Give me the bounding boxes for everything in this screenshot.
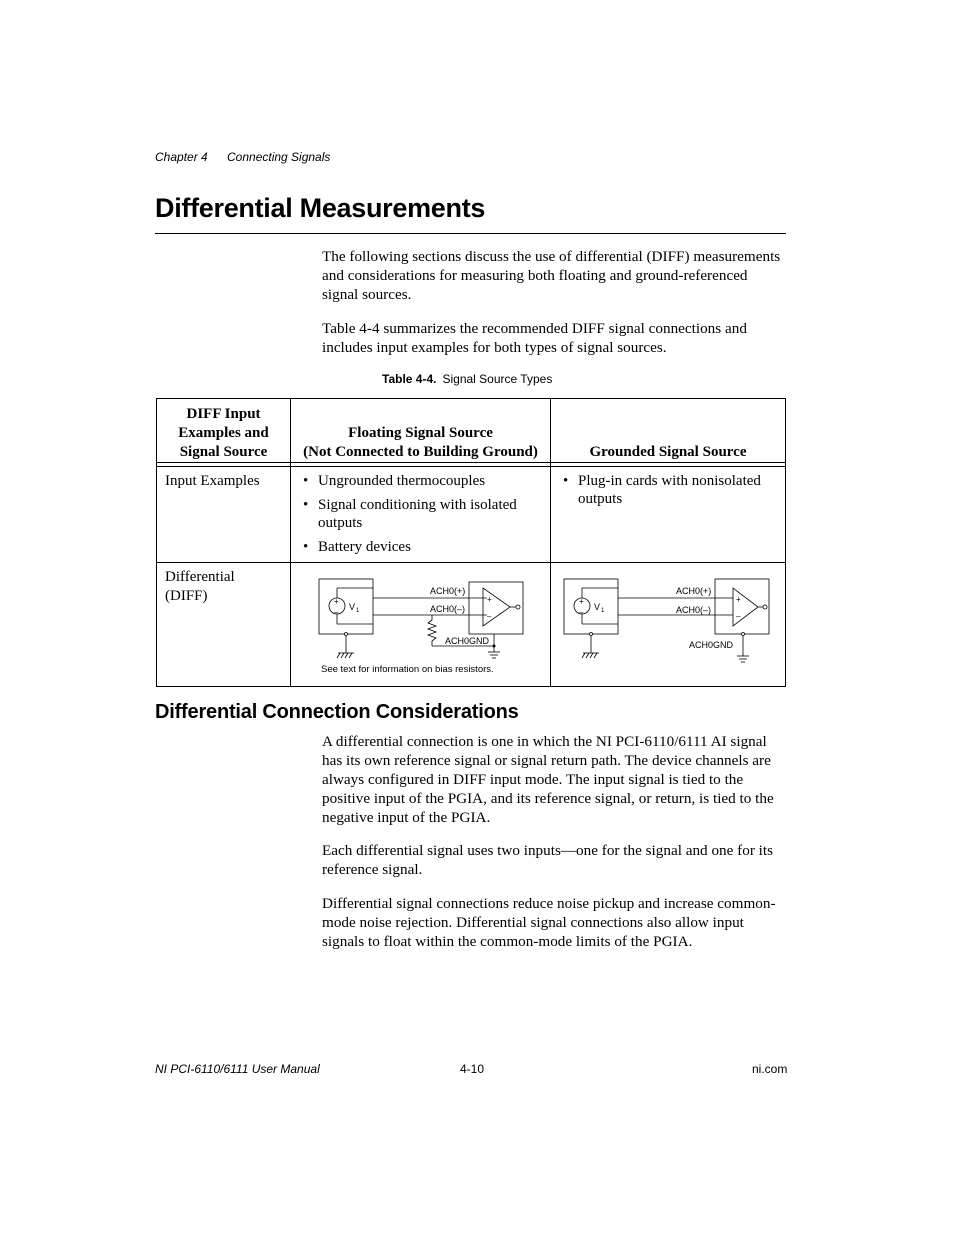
bias-resistor-icon [428,615,436,646]
svg-text:+: + [334,597,339,606]
footer-website: ni.com [752,1062,788,1076]
svg-text:+: + [487,595,492,604]
svg-text:–: – [736,612,741,621]
svg-text:–: – [334,608,339,617]
list-item: • Plug-in cards with nonisolated outputs [563,472,777,508]
signal-source-table [156,398,786,687]
list-item: • Battery devices [303,538,542,556]
table-caption-label: Table 4-4. [382,372,437,386]
grounded-diff-diagram [551,563,784,681]
header-floating-source: Floating Signal Source (Not Connected to Building Ground) [291,399,551,463]
svg-text:–: – [579,608,584,617]
pin-label-gnd: ACH0GND [689,640,734,650]
header-diff-input: DIFF Input Examples and Signal Source [157,399,291,463]
svg-text:–: – [487,612,492,621]
running-header [155,150,330,164]
bias-resistor-note: See text for information on bias resistors. [321,664,494,675]
grounded-examples-list [551,467,785,508]
row-label-input-examples: Input Examples [165,473,260,489]
pin-label-gnd: ACH0GND [445,636,490,646]
row-label-differential: Differential (DIFF) [165,569,235,604]
body-paragraph-3: Differential signal connections reduce noise pickup and increase common-mode noise rejection. Differential signal connections also allow input signals to float within the common-mode limits of the PGIA. [322,895,776,950]
list-item: • Ungrounded thermocouples [303,472,542,490]
chapter-label: Chapter 4 [155,150,208,164]
body-paragraph-2: Each differential signal uses two inputs—one for the signal and one for its reference signal. [322,842,774,878]
table-row [157,467,786,563]
intro-paragraph-1: The following sections discuss the use of differential (DIFF) measurements and considerations for measuring both floating and ground-referenced signal sources. [322,248,781,303]
pin-label-plus: ACH0(+) [430,586,466,596]
intro-paragraph-2: Table 4-4 summarizes the recommended DIFF signal connections and includes input examples for both types of signal sources. [322,320,747,356]
source-label: V [349,602,356,612]
pin-label-minus: ACH0(–) [676,605,712,615]
title-rule [155,233,786,234]
table-caption [382,372,552,386]
body-paragraph-1: A differential connection is one in which the NI PCI-6110/6111 AI signal has its own reference signal or signal return path. The device channels are always configured in DIFF input mode. The input signal is tied to the positive input of the PGIA, and its reference signal, or return, is tied to the negative input of the PGIA. [322,733,774,826]
footer-page-number: 4-10 [460,1062,485,1076]
table-header-row [157,399,786,463]
source-subscript: 1 [356,608,360,614]
footer-manual-title: NI PCI-6110/6111 User Manual [155,1062,320,1076]
header-grounded-source: Grounded Signal Source [551,399,786,463]
table-row [157,563,786,687]
source-subscript: 1 [601,608,605,614]
floating-examples-list [291,467,550,556]
page-title: Differential Measurements [155,193,486,223]
floating-diff-diagram [291,563,549,681]
pin-label-minus: ACH0(–) [430,604,466,614]
source-label: V [594,602,601,612]
table-caption-title: Signal Source Types [442,372,553,386]
svg-text:+: + [579,597,584,606]
pin-label-plus: ACH0(+) [676,586,712,596]
svg-text:+: + [736,595,741,604]
list-item: • Signal conditioning with isolated outputs [303,496,542,532]
section-heading: Differential Connection Considerations [155,701,519,723]
section-label: Connecting Signals [227,150,331,164]
